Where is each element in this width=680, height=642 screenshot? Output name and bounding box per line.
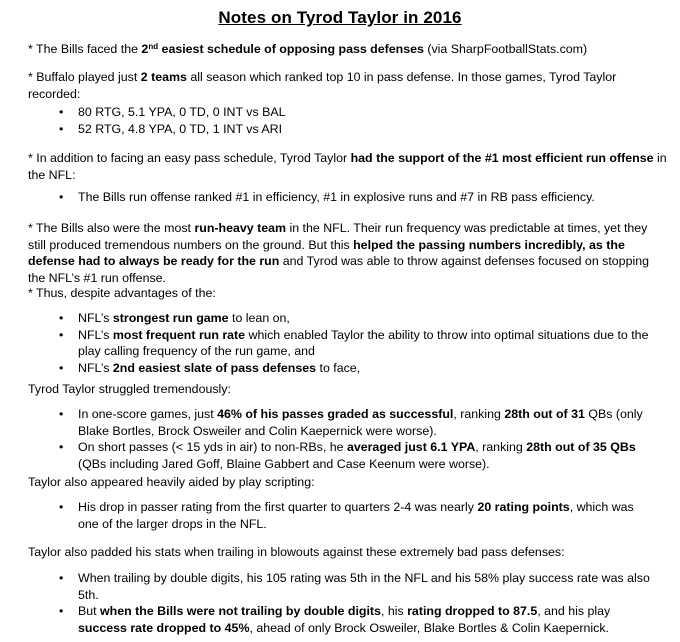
list-item: • On short passes (< 15 yds in air) to non-RBs, he averaged just 6.1 YPA, ranking 28th out of 35 QBs (QBs including Jared Goff, Blaine Gabbert and Case Keenum were worse). <box>59 440 636 471</box>
note-run-offense: * In addition to facing an easy pass schedule, Tyrod Taylor had the support of the #1 most efficient run offense in the NFL: <box>28 151 667 182</box>
bullet-icon: • <box>59 121 64 136</box>
bullet-icon: • <box>59 105 64 119</box>
note-schedule: * The Bills faced the 2nd easiest schedule of opposing pass defenses (via SharpFootballStats.com) <box>28 42 588 56</box>
list-item: • 80 RTG, 5.1 YPA, 0 TD, 0 INT vs BAL <box>59 105 286 119</box>
bullet-icon: • <box>59 360 64 375</box>
list-item: • 52 RTG, 4.8 YPA, 0 TD, 1 INT vs ARI <box>59 121 283 136</box>
list-item: • NFL’s 2nd easiest slate of pass defenses to face, <box>59 360 361 375</box>
bullet-icon: • <box>59 327 64 342</box>
note-padded-stats: Taylor also padded his stats when trailing in blowouts against these extremely bad pass defenses: <box>28 545 565 559</box>
play-scripting-list <box>59 499 653 532</box>
page-title: Notes on Tyrod Taylor in 2016 <box>218 8 462 27</box>
note-play-scripting: Taylor also appeared heavily aided by play scripting: <box>28 475 315 489</box>
struggles-list <box>59 406 653 472</box>
bullet-icon: • <box>59 571 64 585</box>
list-item: • In one-score games, just 46% of his passes graded as successful, ranking 28th out of 31 QBs (only Blake Bortles, Brock Osweiler and Colin Kaepernick were worse). <box>59 407 643 438</box>
bullet-icon: • <box>59 407 64 421</box>
run-offense-list <box>59 189 653 206</box>
list-item: • But when the Bills were not trailing by double digits, his rating dropped to 87.5, and his play success rate dropped to 45%, ahead of only Brock Osweiler, Blake Bortles & Colin Kaepernick. <box>59 604 611 635</box>
note-struggled: Tyrod Taylor struggled tremendously: <box>28 382 231 396</box>
list-item: • The Bills run offense ranked #1 in efficiency, #1 in explosive runs and #7 in RB pass efficiency. <box>59 190 595 204</box>
note-advantages-intro: * Thus, despite advantages of the: <box>28 286 216 300</box>
bullet-icon: • <box>59 500 64 514</box>
top10-games-list <box>59 104 653 137</box>
note-run-heavy: * The Bills also were the most run-heavy team in the NFL. Their run frequency was predictable at times, yet they still produced tremendous numbers on the ground. But this helped the passing numbers incredibly, as the defense had to always be ready for the run and Tyrod was able to throw against defenses focused on stopping the NFL’s #1 run offense. <box>28 221 649 285</box>
bullet-icon: • <box>59 190 64 204</box>
list-item: • NFL’s most frequent run rate which enabled Taylor the ability to throw into optimal situations due to the play calling frequency of the run game, and <box>59 327 649 358</box>
bullet-icon: • <box>59 311 64 325</box>
trailing-list <box>59 570 653 636</box>
advantages-list <box>59 310 653 376</box>
list-item: • When trailing by double digits, his 105 rating was 5th in the NFL and his 58% play success rate was also 5th. <box>59 571 650 602</box>
bullet-icon: • <box>59 604 64 618</box>
note-top10-pass-defense: * Buffalo played just 2 teams all season which ranked top 10 in pass defense. In those games, Tyrod Taylor recorded: <box>28 70 617 101</box>
list-item: • His drop in passer rating from the first quarter to quarters 2-4 was nearly 20 rating points, which was one of the larger drops in the NFL. <box>59 500 634 531</box>
bullet-icon: • <box>59 440 64 454</box>
list-item: • NFL’s strongest run game to lean on, <box>59 311 290 325</box>
